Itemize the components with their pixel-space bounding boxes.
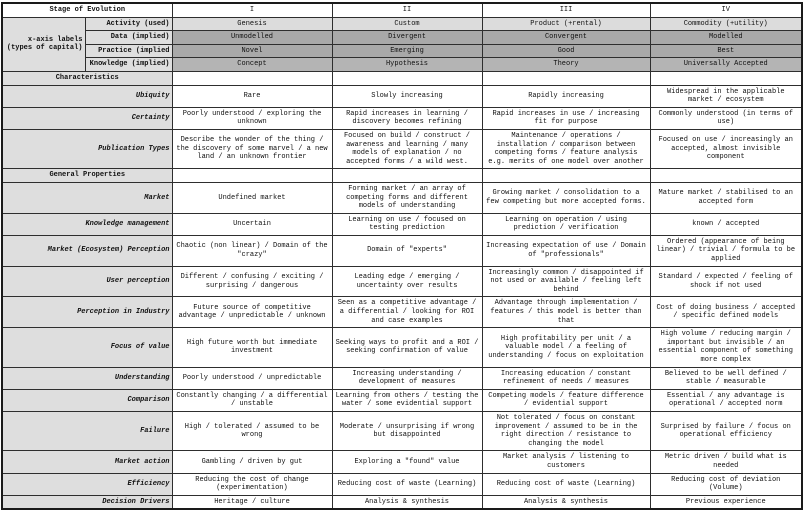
- data-cell: Heritage / culture: [172, 495, 332, 509]
- data-cell: Not tolerated / focus on constant improvement / assumed to be in the right direction / resistance to changing the model: [482, 411, 650, 450]
- data-cell: Reducing cost of waste (Learning): [332, 473, 482, 495]
- data-cell: Exploring a "found" value: [332, 451, 482, 473]
- stage-column-header: III: [482, 3, 650, 17]
- table-row: [2, 411, 802, 450]
- data-cell: Custom: [332, 17, 482, 31]
- evolution-table: [1, 2, 803, 510]
- data-cell: Standard / expected / feeling of shock if not used: [650, 266, 802, 297]
- section-label-cell: General Properties: [2, 169, 172, 183]
- stage-of-evolution-title: Stage of Evolution: [2, 3, 172, 17]
- data-cell: Poorly understood / unpredictable: [172, 367, 332, 389]
- header-row: [2, 3, 802, 17]
- data-cell: Competing models / feature difference / evidential support: [482, 389, 650, 411]
- table-row: [2, 389, 802, 411]
- data-cell: Universally Accepted: [650, 58, 802, 72]
- table-body: [2, 17, 802, 509]
- row-label-cell: Focus of value: [2, 328, 172, 367]
- data-cell: Learning on use / focused on testing prediction: [332, 213, 482, 235]
- table-header: [2, 3, 802, 17]
- data-cell: Slowly increasing: [332, 85, 482, 107]
- row-label-cell: Market (Ecosystem) Perception: [2, 235, 172, 266]
- data-cell: Commonly understood (in terms of use): [650, 107, 802, 129]
- row-label-cell: Efficiency: [2, 473, 172, 495]
- empty-cell: [482, 71, 650, 85]
- table-row: [2, 328, 802, 367]
- data-cell: Widespread in the applicable market / ecosystem: [650, 85, 802, 107]
- data-cell: Focused on build / construct / awareness and learning / many models of explanation / no accepted forms / a wild west.: [332, 129, 482, 168]
- data-cell: Reducing cost of deviation (Volume): [650, 473, 802, 495]
- data-cell: Convergent: [482, 31, 650, 45]
- data-cell: Different / confusing / exciting / surprising / dangerous: [172, 266, 332, 297]
- data-cell: Analysis & synthesis: [332, 495, 482, 509]
- section-row: [2, 71, 802, 85]
- data-cell: Novel: [172, 44, 332, 58]
- empty-cell: [650, 169, 802, 183]
- data-cell: Learning from others / testing the water / some evidential support: [332, 389, 482, 411]
- data-cell: Growing market / consolidation to a few competing but more accepted forms.: [482, 182, 650, 213]
- data-cell: Previous experience: [650, 495, 802, 509]
- data-cell: Reducing cost of waste (Learning): [482, 473, 650, 495]
- data-cell: Ordered (appearance of being linear) / trivial / formula to be applied: [650, 235, 802, 266]
- data-cell: Commodity (+utility): [650, 17, 802, 31]
- row-label-cell: Publication Types: [2, 129, 172, 168]
- table-row: [2, 107, 802, 129]
- data-cell: Increasing expectation of use / Domain of "professionals": [482, 235, 650, 266]
- data-cell: Leading edge / emerging / uncertainty over results: [332, 266, 482, 297]
- data-cell: Advantage through implementation / features / this model is better than that: [482, 297, 650, 328]
- row-label-cell: Market action: [2, 451, 172, 473]
- data-cell: Rapidly increasing: [482, 85, 650, 107]
- data-cell: Seeking ways to profit and a ROI / seeking confirmation of value: [332, 328, 482, 367]
- empty-cell: [650, 71, 802, 85]
- row-label-cell: Activity (used): [85, 17, 172, 31]
- data-cell: High / tolerated / assumed to be wrong: [172, 411, 332, 450]
- data-cell: Theory: [482, 58, 650, 72]
- data-cell: Focused on use / increasingly an accepted, almost invisible component: [650, 129, 802, 168]
- data-cell: Cost of doing business / accepted / specific defined models: [650, 297, 802, 328]
- group-label-cell: x-axis labels (types of capital): [2, 17, 85, 71]
- data-cell: Poorly understood / exploring the unknown: [172, 107, 332, 129]
- data-cell: Mature market / stabilised to an accepted form: [650, 182, 802, 213]
- stage-column-header: I: [172, 3, 332, 17]
- row-label-cell: Ubiquity: [2, 85, 172, 107]
- data-cell: Rare: [172, 85, 332, 107]
- data-cell: Rapid increases in use / increasing fit for purpose: [482, 107, 650, 129]
- table-row: [2, 451, 802, 473]
- data-cell: known / accepted: [650, 213, 802, 235]
- table-row: [2, 31, 802, 45]
- stage-column-header: II: [332, 3, 482, 17]
- data-cell: Good: [482, 44, 650, 58]
- empty-cell: [332, 169, 482, 183]
- table-row: [2, 473, 802, 495]
- stage-column-header: IV: [650, 3, 802, 17]
- data-cell: Rapid increases in learning / discovery becomes refining: [332, 107, 482, 129]
- data-cell: Market analysis / listening to customers: [482, 451, 650, 473]
- data-cell: Best: [650, 44, 802, 58]
- row-label-cell: User perception: [2, 266, 172, 297]
- data-cell: High profitability per unit / a valuable model / a feeling of understanding / focus on exploitation: [482, 328, 650, 367]
- table-row: [2, 44, 802, 58]
- row-label-cell: Market: [2, 182, 172, 213]
- data-cell: Concept: [172, 58, 332, 72]
- data-cell: High future worth but immediate investment: [172, 328, 332, 367]
- data-cell: Product (+rental): [482, 17, 650, 31]
- row-label-cell: Practice (implied: [85, 44, 172, 58]
- row-label-cell: Perception in Industry: [2, 297, 172, 328]
- row-label-cell: Comparison: [2, 389, 172, 411]
- empty-cell: [172, 169, 332, 183]
- data-cell: Uncertain: [172, 213, 332, 235]
- empty-cell: [172, 71, 332, 85]
- data-cell: Gambling / driven by gut: [172, 451, 332, 473]
- data-cell: Essential / any advantage is operational / accepted norm: [650, 389, 802, 411]
- table-row: [2, 213, 802, 235]
- data-cell: Emerging: [332, 44, 482, 58]
- table-row: [2, 182, 802, 213]
- table-row: [2, 85, 802, 107]
- data-cell: Undefined market: [172, 182, 332, 213]
- table-row: [2, 235, 802, 266]
- data-cell: Reducing the cost of change (experimentation): [172, 473, 332, 495]
- table-row: [2, 129, 802, 168]
- data-cell: Metric driven / build what is needed: [650, 451, 802, 473]
- table-row: [2, 367, 802, 389]
- data-cell: Domain of "experts": [332, 235, 482, 266]
- data-cell: Hypothesis: [332, 58, 482, 72]
- row-label-cell: Failure: [2, 411, 172, 450]
- data-cell: High volume / reducing margin / important but invisible / an essential component of something more complex: [650, 328, 802, 367]
- empty-cell: [482, 169, 650, 183]
- section-label-cell: Characteristics: [2, 71, 172, 85]
- row-label-cell: Certainty: [2, 107, 172, 129]
- data-cell: Constantly changing / a differential / unstable: [172, 389, 332, 411]
- data-cell: Surprised by failure / focus on operational efficiency: [650, 411, 802, 450]
- data-cell: Describe the wonder of the thing / the discovery of some marvel / a new land / an unknown frontier: [172, 129, 332, 168]
- row-label-cell: Decision Drivers: [2, 495, 172, 509]
- data-cell: Maintenance / operations / installation / comparison between competing forms / feature analysis e.g. merits of one model over another: [482, 129, 650, 168]
- section-row: [2, 169, 802, 183]
- table-row: [2, 17, 802, 31]
- data-cell: Modelled: [650, 31, 802, 45]
- row-label-cell: Knowledge (implied): [85, 58, 172, 72]
- row-label-cell: Understanding: [2, 367, 172, 389]
- row-label-cell: Data (implied): [85, 31, 172, 45]
- data-cell: Genesis: [172, 17, 332, 31]
- table-row: [2, 495, 802, 509]
- row-label-cell: Knowledge management: [2, 213, 172, 235]
- data-cell: Believed to be well defined / stable / measurable: [650, 367, 802, 389]
- data-cell: Moderate / unsurprising if wrong but disappointed: [332, 411, 482, 450]
- table-row: [2, 266, 802, 297]
- data-cell: Divergent: [332, 31, 482, 45]
- data-cell: Forming market / an array of competing forms and different models of understanding: [332, 182, 482, 213]
- data-cell: Increasing education / constant refinement of needs / measures: [482, 367, 650, 389]
- data-cell: Increasingly common / disappointed if not used or available / feeling left behind: [482, 266, 650, 297]
- table-row: [2, 58, 802, 72]
- data-cell: Learning on operation / using prediction / verification: [482, 213, 650, 235]
- data-cell: Analysis & synthesis: [482, 495, 650, 509]
- data-cell: Chaotic (non linear) / Domain of the "crazy": [172, 235, 332, 266]
- empty-cell: [332, 71, 482, 85]
- data-cell: Seen as a competitive advantage / a differential / looking for ROI and case examples: [332, 297, 482, 328]
- data-cell: Unmodelled: [172, 31, 332, 45]
- data-cell: Future source of competitive advantage / unpredictable / unknown: [172, 297, 332, 328]
- data-cell: Increasing understanding / development of measures: [332, 367, 482, 389]
- table-row: [2, 297, 802, 328]
